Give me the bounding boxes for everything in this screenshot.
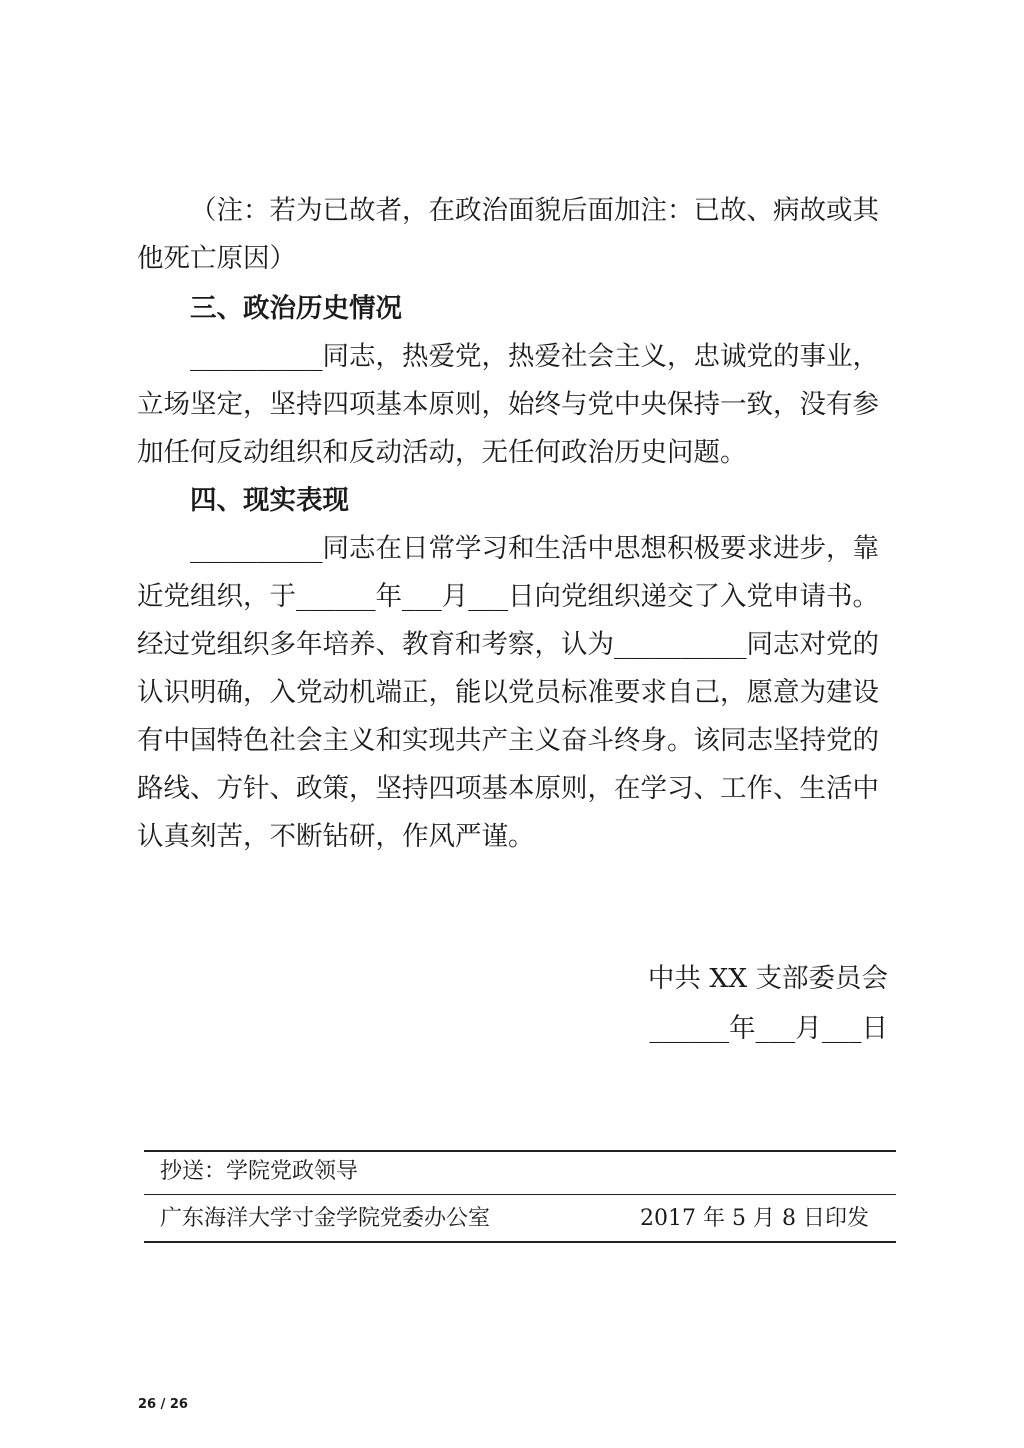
paragraph-line: __________同志，热爱党，热爱社会主义，忠诚党的事业， xyxy=(190,341,879,372)
paragraph-line: 立场坚定，坚持四项基本原则，始终与党中央保持一致，没有参 xyxy=(137,389,879,420)
paragraph-line: 路线、方针、政策，坚持四项基本原则，在学习、工作、生活中 xyxy=(137,773,879,804)
paragraph-line: __________同志在日常学习和生活中思想积极要求进步，靠 xyxy=(190,533,879,564)
paragraph-line: 有中国特色社会主义和实现共产主义奋斗终身。该同志坚持党的 xyxy=(137,725,879,756)
paragraph-line: 近党组织，于______年___月___日向党组织递交了入党申请书。 xyxy=(137,581,879,612)
section-heading-performance: 四、现实表现 xyxy=(190,485,349,516)
paragraph-line: 经过党组织多年培养、教育和考察，认为__________同志对党的 xyxy=(137,629,879,660)
paragraph-line: 认识明确，入党动机端正，能以党员标准要求自己，愿意为建设 xyxy=(137,677,879,708)
footer-bottom-rule xyxy=(144,1241,896,1243)
footer-office: 广东海洋大学寸金学院党委办公室 xyxy=(160,1206,491,1231)
footer-issued-date: 2017 年 5 月 8 日印发 xyxy=(640,1206,869,1231)
signature-date: ______年___月___日 xyxy=(649,1013,888,1044)
note-line-2: 他死亡原因） xyxy=(137,243,296,274)
page-number: 26 / 26 xyxy=(138,1397,188,1412)
section-heading-political-history: 三、政治历史情况 xyxy=(190,293,402,324)
paragraph-line: 认真刻苦，不断钻研，作风严谨。 xyxy=(137,821,535,852)
footer-cc: 抄送：学院党政领导 xyxy=(160,1159,359,1184)
footer-top-rule xyxy=(144,1150,896,1152)
signature-organization: 中共 XX 支部委员会 xyxy=(647,963,888,994)
footer-middle-rule xyxy=(144,1194,896,1195)
paragraph-line: 加任何反动组织和反动活动，无任何政治历史问题。 xyxy=(137,437,747,468)
note-line-1: （注：若为已故者，在政治面貌后面加注：已故、病故或其 xyxy=(190,195,879,226)
